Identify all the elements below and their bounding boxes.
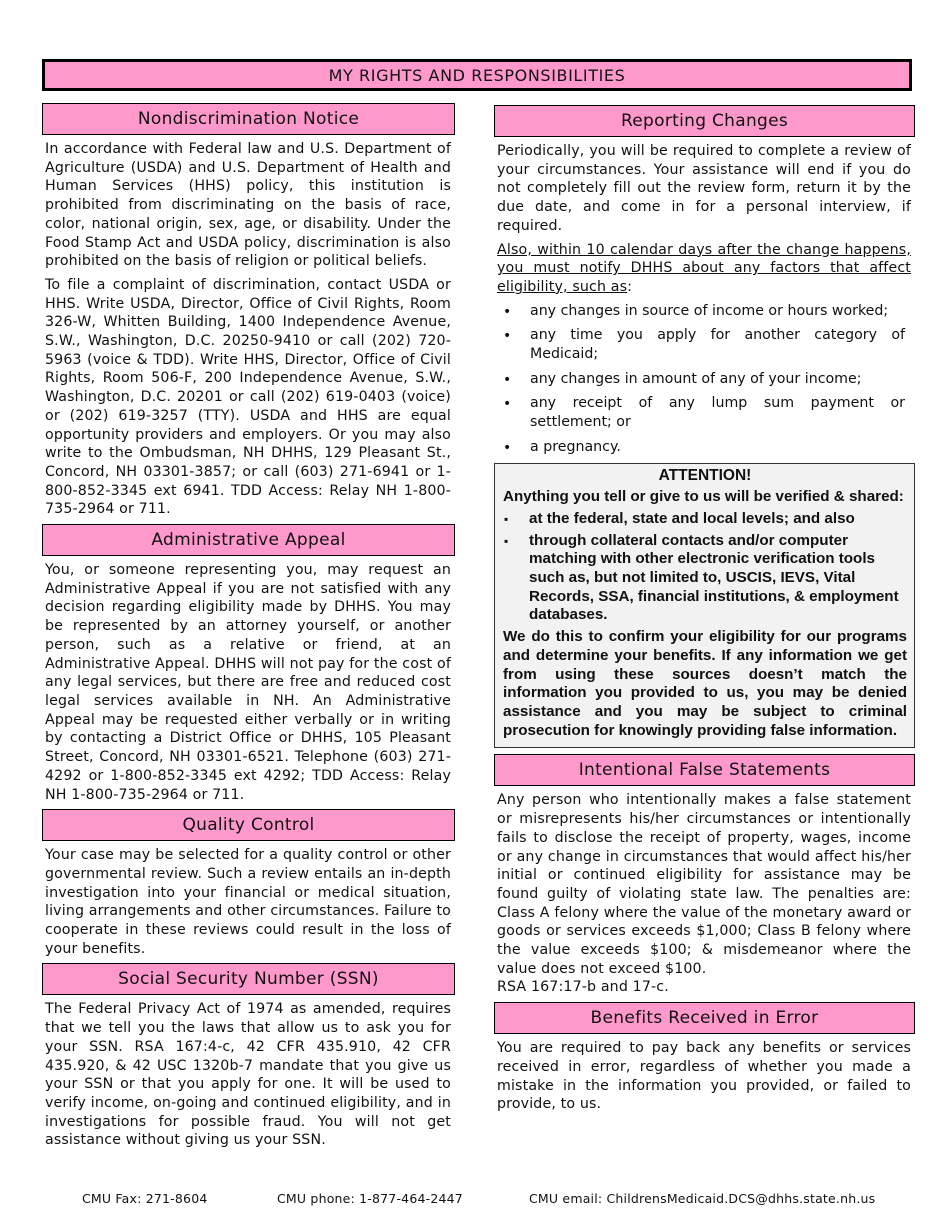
false-statements-section [494, 754, 915, 997]
administrative-appeal-section [42, 524, 455, 804]
left-column [42, 103, 455, 1155]
footer-email: CMU email: ChildrensMedicaid.DCS@dhhs.state.nh.us [529, 1191, 876, 1206]
section-heading: Reporting Changes [494, 105, 915, 137]
reporting-changes-section [494, 105, 915, 457]
attention-title: ATTENTION! [658, 466, 752, 484]
attention-closing: We do this to confirm your eligibility for our programs and determine your benefits. If any information we get from using these sources doesn’t match the information you provided to us, you may be denied assistance and you may be subject to criminal prosecution for knowingly providing false information. [503, 628, 907, 739]
punctuation: : [627, 278, 633, 295]
list-item: • any changes in source of income or hours worked; [494, 302, 905, 321]
right-column [494, 105, 915, 1119]
quality-control-section [42, 809, 455, 958]
benefits-error-section [494, 1002, 915, 1114]
paragraph: In accordance with Federal law and U.S. Department of Agriculture (USDA) and U.S. Department of Health and Human Services (HHS) policy, this institution is prohibited from discriminating on the basis of race, color, national origin, sex, age, or disability. Under the Food Stamp Act and USDA policy, discrimination is also prohibited on the basis of religion or political beliefs. [45, 141, 451, 270]
section-heading: Administrative Appeal [42, 524, 455, 556]
attention-list [503, 510, 907, 625]
section-heading: Nondiscrimination Notice [42, 103, 455, 135]
paragraph: Any person who intentionally makes a false statement or misrepresents his/her circumstances or intentionally fails to disclose the receipt of property, wages, income or any change in circumstances that would affect his/her initial or continued eligibility for assistance may be found guilty of violating state law. The penalties are: Class A felony where the value of the monetary award or goods or services exceeds $1,000; Class B felony where the value exceeds $100; & misdemeanor where the value does not exceed $100. [497, 792, 911, 977]
ssn-section [42, 963, 455, 1150]
list-item: ▪ through collateral contacts and/or computer matching with other electronic verification tools such as, but not limited to, USCIS, IEVS, Vital Records, SSA, financial institutions, & employment databases. [503, 532, 907, 626]
footer-fax: CMU Fax: 271-8604 [82, 1191, 208, 1206]
page-title: MY RIGHTS AND RESPONSIBILITIES [42, 59, 912, 91]
footer-phone: CMU phone: 1-877-464-2447 [277, 1191, 463, 1206]
paragraph: You, or someone representing you, may request an Administrative Appeal if you are not satisfied with any decision regarding eligibility made by DHHS. You may be represented by an attorney yourself, or another person, such as a relative or friend, at an Administrative Appeal. DHHS will not pay for the cost of any legal services, but there are free and reduced cost legal services available in NH. An Administrative Appeal may be requested either verbally or in writing by contacting a District Office or DHHS, 105 Pleasant Street, Concord, NH 03301-6521. Telephone (603) 271-4292 or 1-800-852-3345 ext 4292; TDD Access: Relay NH 1-800-735-2964 or 711. [45, 562, 451, 803]
section-heading: Intentional False Statements [494, 754, 915, 786]
underlined-text: Also, within 10 calendar days after the change happens, you must notify DHHS about any factors that affect eligibility, such as [497, 241, 911, 295]
list-item: ▪ at the federal, state and local levels; and also [503, 510, 907, 529]
list-item: • any time you apply for another category of Medicaid; [494, 326, 905, 363]
statute-reference: RSA 167:17-b and 17-c. [497, 979, 669, 996]
paragraph: Your case may be selected for a quality control or other governmental review. Such a review entails an in-depth investigation into your financial or medical situation, living arrangements and other circumstances. Failure to cooperate in these reviews could result in the loss of your benefits. [45, 847, 451, 957]
paragraph: Periodically, you will be required to complete a review of your circumstances. Your assistance will end if you do not completely fill out the review form, return it by the due date, and come in for a personal interview, if required. [497, 143, 911, 234]
paragraph: The Federal Privacy Act of 1974 as amended, requires that we tell you the laws that allow us to ask you for your SSN. RSA 167:4-c, 42 CFR 435.910, 42 CFR 435.920, & 42 USC 1320b-7 mandate that you give us your SSN or that you apply for one. It will be used to verify income, on-going and continued eligibility, and in investigations for possible fraud. You will not get assistance without giving us your SSN. [45, 1001, 451, 1149]
list-item: • a pregnancy. [494, 438, 905, 457]
section-heading: Benefits Received in Error [494, 1002, 915, 1034]
paragraph: To file a complaint of discrimination, contact USDA or HHS. Write USDA, Director, Office of Civil Rights, Room 326-W, Whitten Building, 1400 Independence Avenue, S.W., Washington, D.C. 20250-9410 or call (202) 720-5963 (voice & TDD). Write HHS, Director, Office of Civil Rights, Room 506-F, 200 Independence Avenue, S.W., Washington, D.C. 20201 or call (202) 619-0403 (voice) or (202) 619-3257 (TTY). USDA and HHS are equal opportunity providers and employers. Or you may also write to the Ombudsman, NH DHHS, 129 Pleasant St., Concord, NH 03301-3857; or call (603) 271-6941 or 1-800-852-3345 ext 6941. TDD Access: Relay NH 1-800-735-2964 or 711. [45, 276, 451, 518]
section-heading: Quality Control [42, 809, 455, 841]
attention-box [494, 463, 915, 749]
paragraph [497, 241, 911, 297]
section-heading: Social Security Number (SSN) [42, 963, 455, 995]
list-item: • any changes in amount of any of your income; [494, 370, 905, 389]
eligibility-factor-list [494, 302, 915, 457]
attention-intro: Anything you tell or give to us will be verified & shared: [503, 488, 904, 506]
nondiscrimination-section [42, 103, 455, 519]
paragraph: You are required to pay back any benefits or services received in error, regardless of whether you made a mistake in the information you provided, or failed to provide, to us. [497, 1040, 911, 1113]
list-item: • any receipt of any lump sum payment or settlement; or [494, 394, 905, 431]
